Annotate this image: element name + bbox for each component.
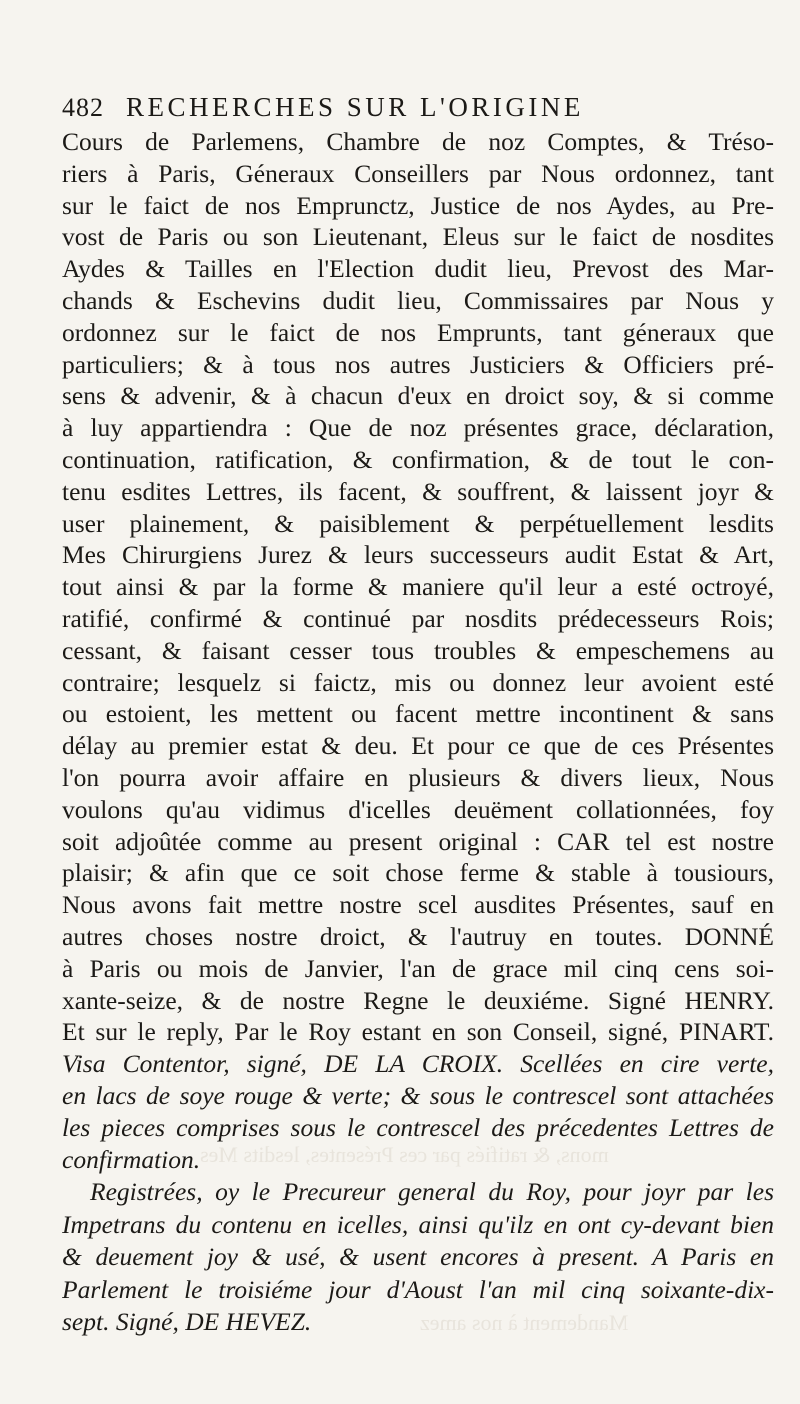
text-line: sens & advenir, & à chacun d'eux en droict soy, & si comme — [62, 381, 774, 411]
text-line: soit adjoûtée comme au present original : CAR tel est nostre — [62, 826, 774, 856]
text-line: cessant, & faisant cesser tous troubles & empeschemens au — [62, 635, 774, 665]
text-line: Nous avons fait mettre nostre scel ausdites Présentes, sauf en — [62, 890, 774, 920]
text-line: Visa Contentor, signé, DE LA CROIX. Scellées en cire verte, — [62, 1049, 774, 1079]
text-line: à luy appartiendra : Que de noz présentes grace, déclaration, — [62, 413, 774, 443]
text-line: Et sur le reply, Par le Roy estant en son Conseil, signé, PINART. — [62, 1017, 774, 1047]
page-header — [62, 92, 782, 123]
running-title: RECHERCHES SUR L'ORIGINE — [126, 92, 584, 122]
text-line: Aydes & Tailles en l'Election dudit lieu, Prevost des Mar- — [62, 254, 774, 284]
text-line: user plainement, & paisiblement & perpétuellement lesdits — [62, 508, 774, 538]
text-line: contraire; lesquelz si faictz, mis ou donnez leur avoient esté — [62, 667, 774, 697]
text-line: ratifié, confirmé & continué par nosdits prédecesseurs Rois; — [62, 603, 774, 633]
text-line: à Paris ou mois de Janvier, l'an de grace mil cinq cens soi- — [62, 953, 774, 983]
text-line: sur le faict de nos Emprunctz, Justice de nos Aydes, au Pre- — [62, 190, 774, 220]
page-number: 482 — [62, 93, 104, 122]
text-line: ou estoient, les mettent ou facent mettre incontinent & sans — [62, 699, 774, 729]
registration-note — [62, 1176, 774, 1339]
text-line: délay au premier estat & deu. Et pour ce que de ces Présentes — [62, 731, 774, 761]
text-line: Mes Chirurgiens Jurez & leurs successeurs audit Estat & Art, — [62, 540, 774, 570]
text-line: riers à Paris, Géneraux Conseillers par Nous ordonnez, tant — [62, 158, 774, 188]
registration-line: sept. Signé, DE HEVEZ. — [62, 1307, 312, 1336]
text-line: vost de Paris ou son Lieutenant, Eleus sur le faict de nosdites — [62, 222, 774, 252]
text-line: tenu esdites Lettres, ils facent, & souffrent, & laissent joyr & — [62, 476, 774, 506]
text-line: les pieces comprises sous le contrescel des précedentes Lettres de — [62, 1112, 774, 1142]
text-line: chands & Eschevins dudit lieu, Commissaires par Nous y — [62, 285, 774, 315]
text-line: plaisir; & afin que ce soit chose ferme & stable à tousiours, — [62, 858, 774, 888]
letters-patent-text — [62, 126, 774, 1175]
text-line: voulons qu'au vidimus d'icelles deuëment collationnées, foy — [62, 794, 774, 824]
text-line: Cours de Parlemens, Chambre de noz Comptes, & Tréso- — [62, 127, 774, 156]
text-line: en lacs de soye rouge & verte; & sous le contrescel sont attachées — [62, 1080, 774, 1110]
text-line: particuliers; & à tous nos autres Justiciers & Officiers pré- — [62, 349, 774, 379]
registration-line: & deuement joy & usé, & usent encores à present. A Paris en — [62, 1242, 774, 1271]
text-line: l'on pourra avoir affaire en plusieurs & divers lieux, Nous — [62, 762, 774, 792]
registration-line: Parlement le troisiéme jour d'Aoust l'an mil cinq soixante-dix- — [62, 1274, 774, 1304]
registration-line: Registrées, oy le Precureur general du Roy, pour joyr par les — [90, 1177, 774, 1206]
text-line: confirmation. — [62, 1144, 201, 1174]
text-line: ordonnez sur le faict de nos Emprunts, tant géneraux que — [62, 317, 774, 347]
text-line: continuation, ratification, & confirmation, & de tout le con- — [62, 444, 774, 474]
text-line: tout ainsi & par la forme & maniere qu'il leur a esté octroyé, — [62, 572, 774, 602]
registration-line: Impetrans du contenu en icelles, ainsi qu'ilz en ont cy-devant bien — [62, 1209, 774, 1239]
text-line: autres choses nostre droict, & l'autruy en toutes. DONNÉ — [62, 921, 774, 951]
text-line: xante-seize, & de nostre Regne le deuxiéme. Signé HENRY. — [62, 985, 774, 1015]
bleed-through-text: Mandement à nos amez — [420, 1310, 629, 1335]
bleed-through-text: mons, & ratifiés par ces Présentes, lesdits Mes — [200, 1142, 609, 1167]
